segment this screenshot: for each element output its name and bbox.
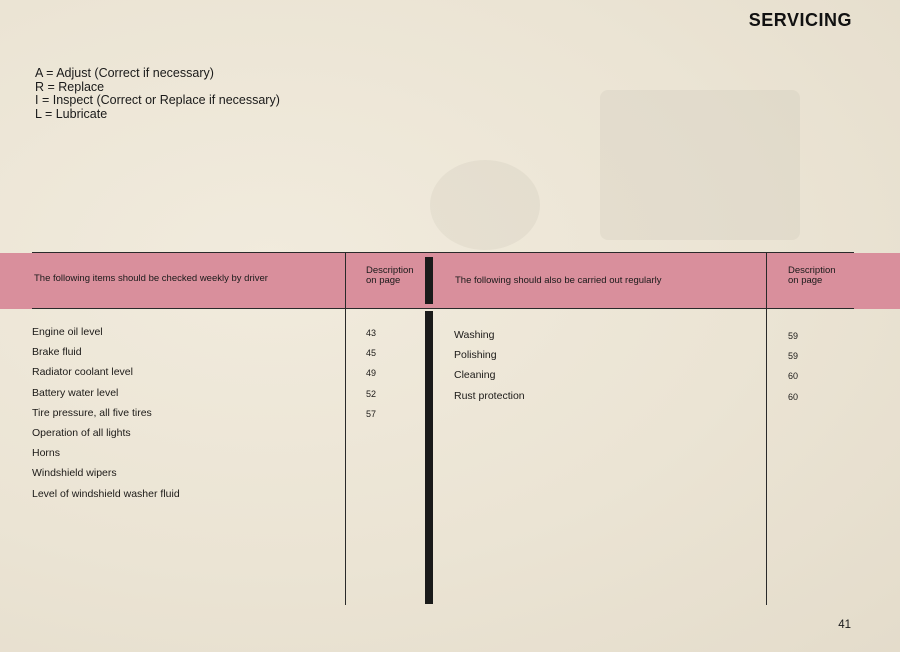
- page-ref: 57: [366, 408, 377, 419]
- weekly-page-refs: [366, 326, 376, 427]
- weekly-checks-header: The following items should be checked weekly by driver: [34, 273, 268, 284]
- list-item: Radiator coolant level: [32, 366, 133, 379]
- column-divider: [345, 253, 346, 605]
- list-item: Cleaning: [454, 369, 496, 382]
- list-item: Washing: [454, 329, 495, 341]
- page-ref: 49: [366, 368, 377, 379]
- regular-desc-header: Description on page: [788, 265, 836, 286]
- list-item: Horns: [32, 447, 61, 460]
- weekly-desc-header: Description on page: [366, 265, 414, 286]
- list-item: Battery water level: [32, 386, 119, 399]
- abbreviation-legend: [35, 67, 280, 121]
- regular-page-refs: [788, 329, 798, 410]
- table-separator-bar: [425, 311, 433, 604]
- list-item: Engine oil level: [32, 326, 103, 338]
- list-item: Windshield wipers: [32, 467, 117, 480]
- page-ref: 52: [366, 388, 377, 399]
- weekly-checks-list: [32, 324, 180, 506]
- bleed-through-texture: [600, 90, 800, 240]
- page-ref: 60: [788, 371, 799, 382]
- legend-replace: R = Replace: [35, 79, 105, 94]
- list-item: Polishing: [454, 349, 497, 362]
- header-rule-top: [32, 252, 854, 253]
- column-divider: [766, 253, 767, 605]
- legend-adjust: A = Adjust (Correct if necessary): [35, 66, 214, 80]
- header-rule-bottom: [32, 308, 854, 309]
- section-title: SERVICING: [748, 10, 852, 30]
- page-ref: 43: [366, 328, 377, 338]
- list-item: Level of windshield washer fluid: [32, 487, 180, 500]
- table-separator-bar: [425, 257, 433, 304]
- page-ref: 59: [788, 331, 799, 341]
- bleed-through-texture: [430, 160, 540, 250]
- list-item: Brake fluid: [32, 346, 82, 359]
- regular-tasks-header: The following should also be carried out regularly: [455, 275, 662, 286]
- legend-inspect: I = Inspect (Correct or Replace if necessary): [35, 93, 280, 107]
- regular-tasks-list: [454, 327, 525, 408]
- page-ref: 60: [788, 391, 799, 402]
- list-item: Tire pressure, all five tires: [32, 406, 152, 419]
- legend-lubricate: L = Lubricate: [35, 106, 108, 121]
- page-ref: 59: [788, 351, 799, 362]
- page-number: 41: [838, 619, 851, 631]
- list-item: Rust protection: [454, 389, 525, 402]
- list-item: Operation of all lights: [32, 426, 131, 439]
- page-ref: 45: [366, 348, 377, 359]
